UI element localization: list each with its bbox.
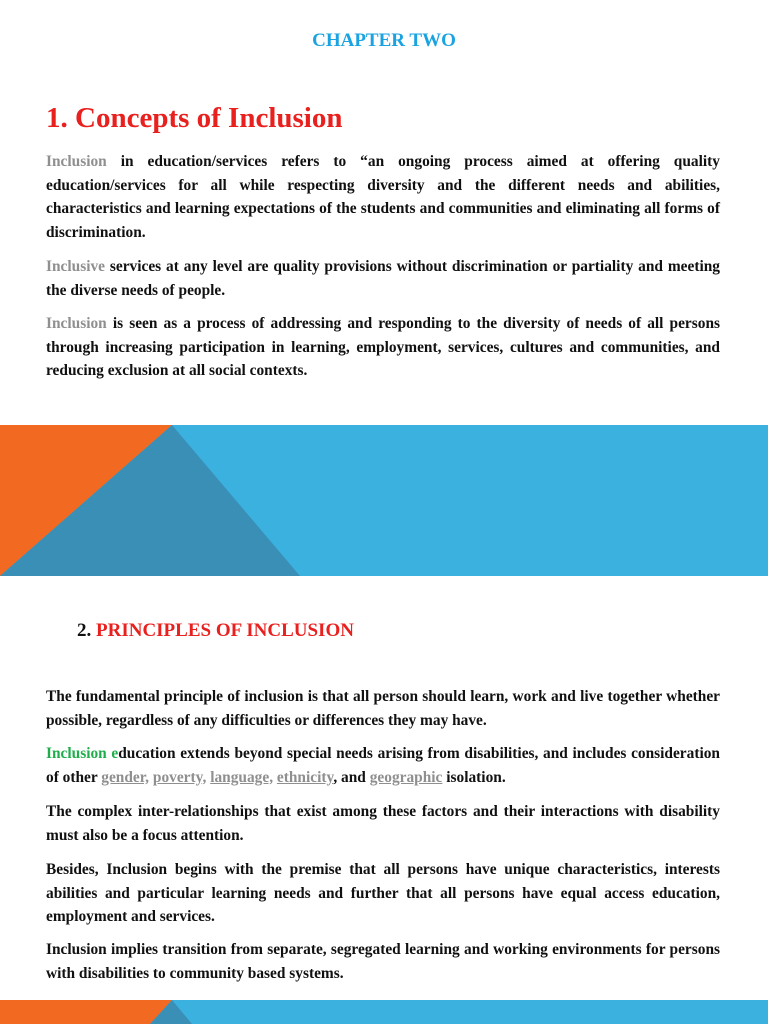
paragraph-text: isolation. bbox=[442, 768, 506, 786]
term-poverty: poverty, bbox=[152, 768, 207, 786]
chapter-title: CHAPTER TWO bbox=[312, 30, 456, 51]
decorative-band-bottom bbox=[0, 1000, 768, 1024]
keyword-inclusion: Inclusion bbox=[46, 315, 107, 332]
paragraph-inclusion-definition bbox=[46, 150, 720, 244]
paragraph-inclusion-education bbox=[46, 742, 720, 789]
term-language: language, bbox=[210, 768, 274, 786]
band-graphic bbox=[0, 1000, 768, 1024]
band-orange-triangle bbox=[0, 1000, 172, 1024]
keyword-inclusion-education: Inclusion e bbox=[46, 745, 119, 762]
keyword-inclusion: Inclusion bbox=[46, 153, 107, 170]
term-geographic: geographic bbox=[369, 768, 443, 786]
paragraph-premise: Besides, Inclusion begins with the premise that all persons have unique characteristics, interests abilities and particular learning needs and further that all persons have equal access education, employment and services. bbox=[46, 861, 720, 925]
paragraph-fundamental-principle: The fundamental principle of inclusion is that all person should learn, work and live together whether possible, regardless of any difficulties or differences they may have. bbox=[46, 688, 720, 729]
paragraph-text: in education/services refers to “an ongoing process aimed at offering quality education/services for all while respecting diversity and the different needs and abilities, characteristics and learning expectations of the students and communities and eliminating all forms of discrimination. bbox=[46, 153, 720, 241]
paragraph-text: services at any level are quality provisions without discrimination or partiality and meeting the diverse needs of people. bbox=[46, 258, 720, 299]
section-title-text: PRINCIPLES OF INCLUSION bbox=[91, 620, 354, 641]
paragraph-transition: Inclusion implies transition from separate, segregated learning and working environments for persons with disabilities to community based systems. bbox=[46, 941, 720, 982]
slide-concepts bbox=[0, 0, 768, 425]
keyword-inclusive: Inclusive bbox=[46, 258, 106, 275]
comma: , bbox=[333, 768, 338, 786]
paragraph-inclusion-process bbox=[46, 312, 720, 383]
term-gender: gender, bbox=[101, 768, 150, 786]
decorative-band-top bbox=[0, 425, 768, 576]
paragraph-text: ducation extends beyond special needs arising from disabilities, and includes consideration of other bbox=[46, 745, 720, 786]
conjunction: and bbox=[337, 768, 370, 786]
section-number: 2. bbox=[77, 620, 92, 641]
band-graphic bbox=[0, 425, 768, 576]
paragraph-inter-relationships: The complex inter-relationships that exist among these factors and their interactions with disability must also be a focus attention. bbox=[46, 803, 720, 844]
section-title-concepts: 1. Concepts of Inclusion bbox=[46, 102, 343, 134]
paragraph-text: is seen as a process of addressing and responding to the diversity of needs of all persons through increasing participation in learning, employment, services, cultures and communities, and reducing exclusion at all social contexts. bbox=[46, 315, 720, 379]
section-title-principles bbox=[77, 620, 354, 642]
term-ethnicity: ethnicity bbox=[276, 768, 334, 786]
paragraph-inclusive-services bbox=[46, 255, 720, 302]
